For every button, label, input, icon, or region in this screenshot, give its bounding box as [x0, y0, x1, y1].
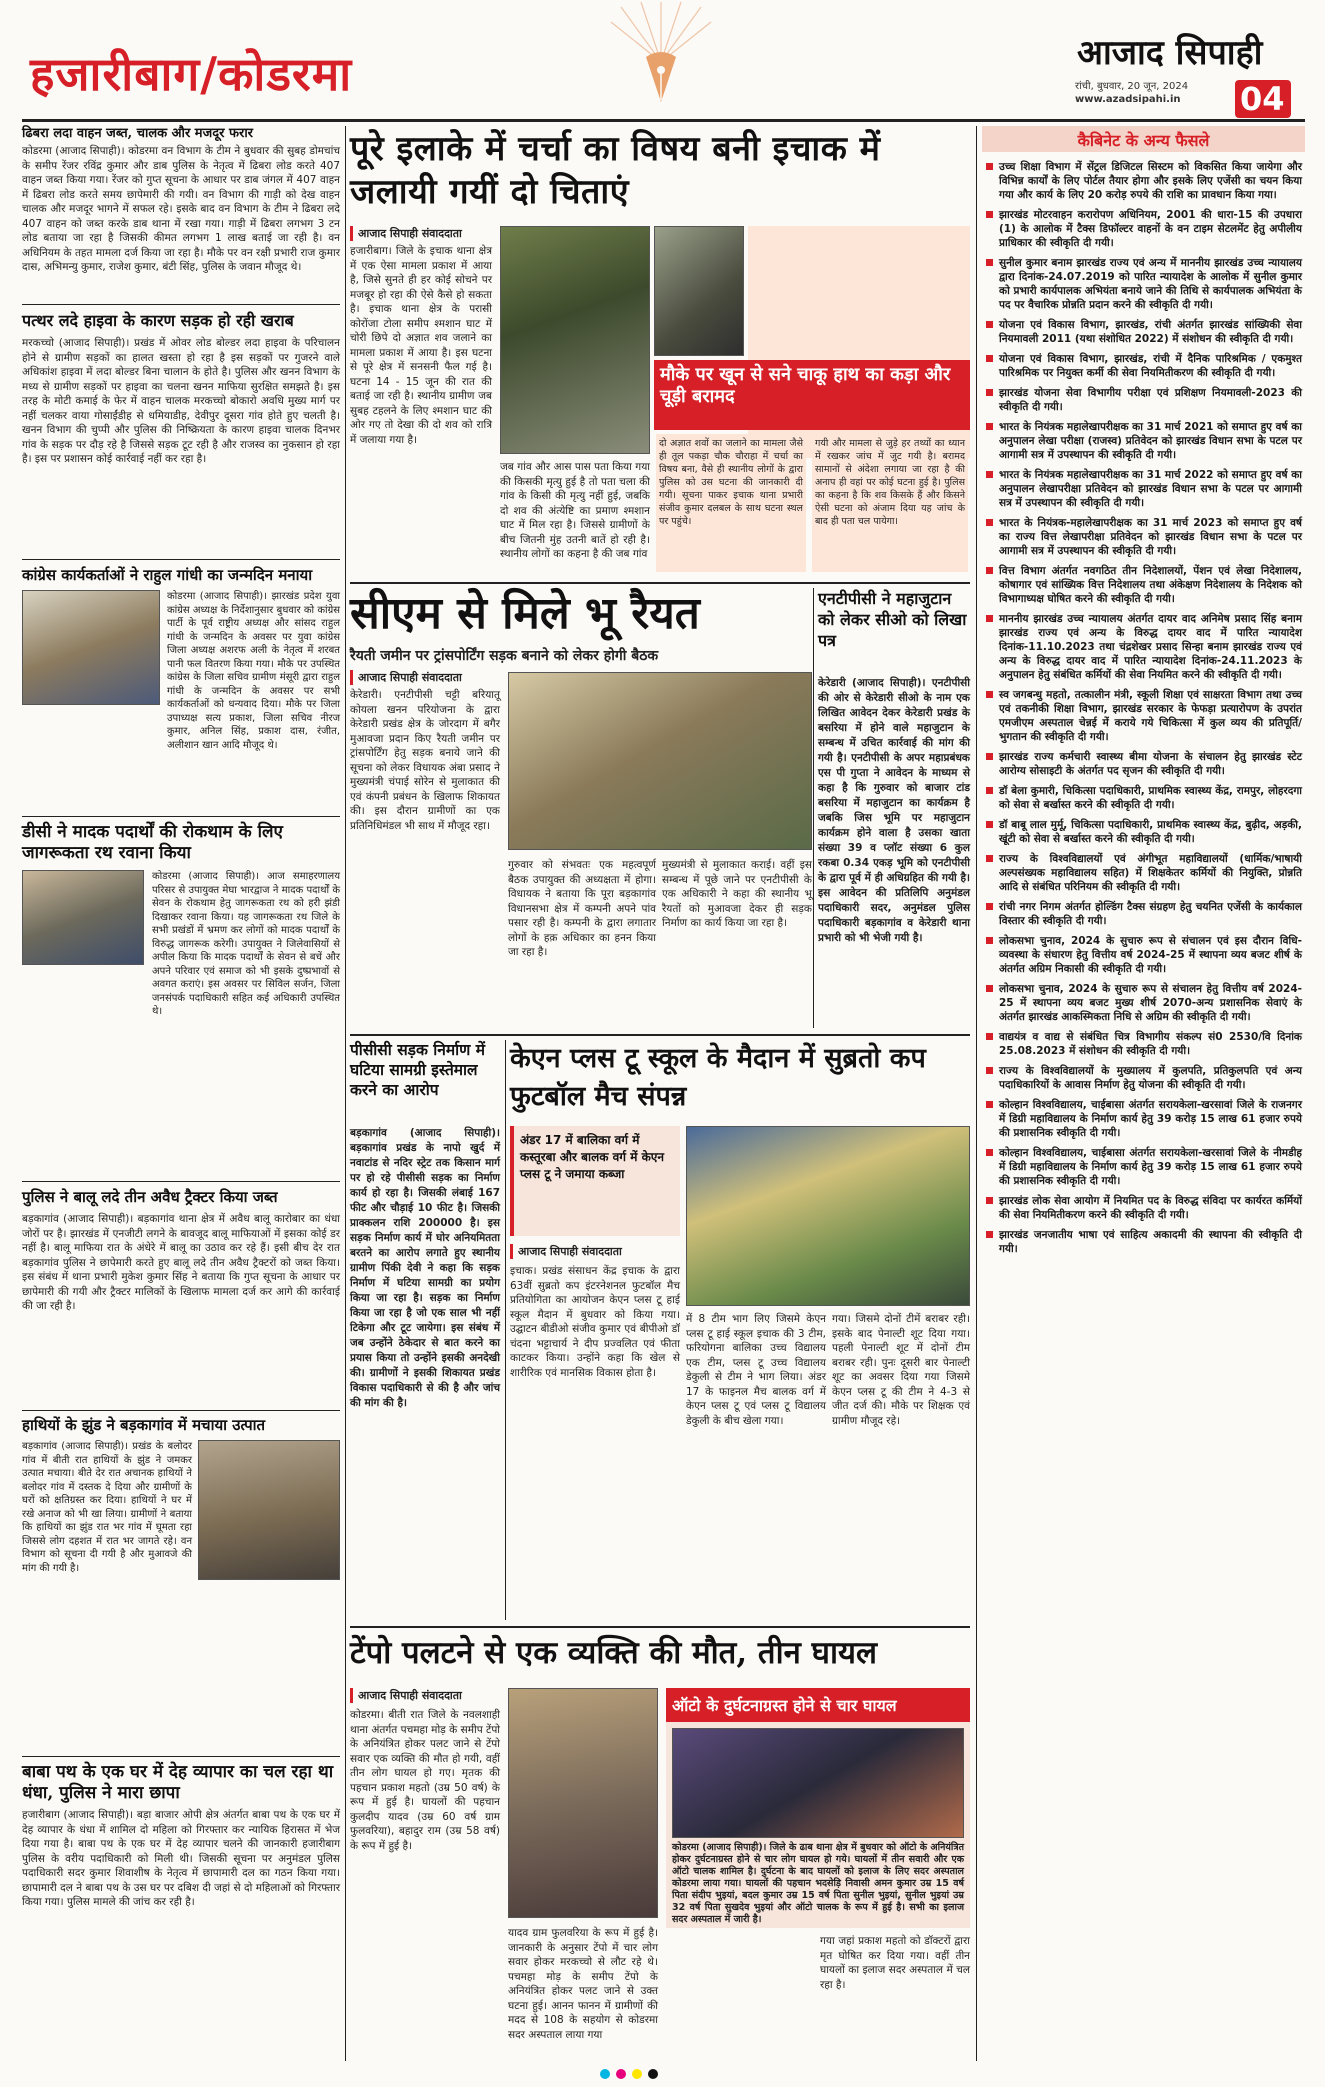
cm-byline: आजाद सिपाही संवाददाता — [350, 670, 462, 685]
football-byline: आजाद सिपाही संवाददाता — [510, 1244, 622, 1259]
cabinet-item-text: योजना एवं विकास विभाग, झारखंड, रांची में दैनिक पारिश्रमिक / एकमुश्त पारिश्रमिक पर नियुक्त कर्मी की सेवा नियमितीकरण की स्वीकृति दी गयी। — [999, 353, 1302, 379]
cm-story — [350, 588, 812, 1028]
cm-headline: सीएम से मिले भू रैयत — [350, 588, 700, 639]
bullet-square-icon — [986, 615, 993, 622]
cabinet-item-text: वित्त विभाग अंतर्गत नवगठित तीन निदेशालयों, पेंशन एवं लेखा निदेशालय, कोषागार एवं सांख्यिक वित्त निदेशालय तथा अंकेक्षण निदेशालय के निदेशक को विभागाध्यक्ष घोषित करने की स्वीकृति दी गयी। — [999, 565, 1302, 605]
article-head-6: हाथियों के झुंड ने बड़कागांव में मचाया उत्पात — [22, 1416, 266, 1434]
print-registration-marks — [600, 2069, 720, 2081]
section-title: हजारीबाग/कोडरमा — [30, 47, 353, 101]
article-head-2: पत्थर लदे हाइवा के कारण सड़क हो रही खराब — [22, 311, 294, 330]
cabinet-head: कैबिनेट के अन्य फैसले — [1077, 131, 1210, 150]
lead-headline: पूरे इलाके में चर्चा का विषय बनी इचाक में जलायी गयीं दो चिताएं — [350, 129, 881, 212]
divider — [22, 1181, 340, 1182]
cabinet-item — [986, 318, 1302, 346]
cabinet-item — [986, 256, 1302, 312]
column-rule — [976, 126, 977, 2061]
bullet-square-icon — [986, 211, 993, 218]
bullet-square-icon — [986, 821, 993, 828]
cabinet-item-text: डॉ बेला कुमारी, चिकित्सा पदाधिकारी, प्राथमिक स्वास्थ्य केंद्र, रामपुर, लोहरदगा को सेवा से बर्खास्त करने की स्वीकृति दी गयी। — [999, 785, 1302, 811]
cabinet-item — [986, 1146, 1302, 1188]
cabinet-item-text: लोकसभा चुनाव, 2024 के सुचारु रूप से संचालन एवं इस दौरान विधि-व्यवस्था के संधारण हेतु वित्तीय वर्ष 2024-25 में स्थापना व्यय बजट शीर्ष के अंतर्गत अग्रिम निकासी की स्वीकृति दी गयी। — [999, 935, 1302, 975]
divider — [350, 1034, 970, 1036]
bullet-square-icon — [986, 567, 993, 574]
article-head-1: ढिबरा लदा वाहन जब्त, चालक और मजदूर फरार — [22, 126, 253, 141]
cabinet-item — [986, 900, 1302, 928]
divider — [22, 1756, 340, 1757]
lead-sub-col-1: दो अज्ञात शवों का जलाने का मामला जैसे ही तूल पकड़ा चौक चौराहा में चर्चा का विषय बना, वैसे ही स्थानीय लोगों के द्वारा पुलिस को उस घटना की जानकारी दी गयी। सूचना पाकर इचाक थाना प्रभारी संजीव कुमार दलबल के साथ घटना स्थल पर पहुंचे। — [656, 434, 806, 572]
cm-col-2: गुरुवार को संभवतः एक महत्वपूर्ण बैठक उपायुक्त की अध्यक्षता में होगा। विधायक ने बताया कि पूरा बड़कागांव विधानसभा क्षेत्र में कम्पनी अपने पांव पसार रही है। कम्पनी के द्वारा लगातार लोगों के हक़ अधिकार का हनन किया जा रहा है। — [508, 859, 656, 958]
cabinet-item-text: झारखंड मोटरवाहन करारोपण अधिनियम, 2001 की धारा-15 की उपधारा (1) के आलोक में टैक्स डिफॉल्टर वाहनों के वन टाइम सेटलमेंट हेतु अपीलीय प्राधिकार की स्वीकृति दी गयी। — [999, 209, 1302, 249]
divider — [22, 1410, 340, 1411]
football-headline: केएन प्लस टू स्कूल के मैदान में सुब्रतो कप फुटबॉल मैच संपन्न — [510, 1043, 926, 1112]
tempo-col-3: गया जहां प्रकाश महतो को डॉक्टरों द्वारा मृत घोषित कर दिया गया। वहीं तीन घायलों का इलाज सदर अस्पताल में चल रहा है। — [820, 1935, 970, 1991]
bullet-square-icon — [986, 1149, 993, 1156]
cabinet-item-text: भारत के नियंत्रक महालेखापरीक्षक का 31 मार्च 2021 को समाप्त हुए वर्ष का अनुपालन लेखा परीक्षा (राजस्व) प्रतिवेदन को झारखंड विधान सभा के पटल पर आगामी सत्र में उपस्थापन की स्वीकृति दी गयी। — [999, 421, 1302, 461]
football-photo — [686, 1126, 970, 1306]
cm-photo — [508, 672, 812, 850]
cabinet-item-text: रांची नगर निगम अंतर्गत होल्डिंग टैक्स संग्रहण हेतु चयनित एजेंसी के कार्यकाल विस्तार की स्वीकृति दी गयी। — [999, 901, 1302, 927]
lead-sub-head: मौके पर खून से सने चाकू हाथ का कड़ा और चूड़ी बरामद — [660, 364, 951, 407]
cabinet-item-text: डॉ बाबू लाल मुर्मू, चिकित्सा पदाधिकारी, प्राथमिक स्वास्थ्य केंद्र, बुढ़ीद, अड़की, खूंटी को सेवा से बर्खास्त करने की स्वीकृति दी गयी। — [999, 819, 1302, 845]
cabinet-sidebar — [982, 126, 1305, 2061]
divider — [22, 304, 340, 305]
dc-photo — [22, 870, 144, 965]
article-body-6: बड़कागांव (आजाद सिपाही)। प्रखंड के बलोदर गांव में बीती रात हाथियों के झुंड ने जमकर उत्पात मचाया। बीते देर रात अचानक हाथियों ने बलोदर गांव में दस्तक दे दिया और ग्रामीणों के घरों को क्षतिग्रस्त कर दिया। हाथियों ने घर में रखे अनाज को भी खा लिया। ग्रामीणों ने बताया कि हाथियों का झुंड रात भर गांव में घूमता रहा जिससे लोग दहशत में रात भर जागते रहे। वन विभाग को सूचना दी गयी है और मुआवजे की मांग की गयी है। — [22, 1441, 192, 1574]
article-head-7: बाबा पथ के एक घर में देह व्यापार का चल रहा था धंधा, पुलिस ने मारा छापा — [22, 1762, 334, 1803]
magenta-mark — [616, 2069, 626, 2079]
football-story — [510, 1040, 970, 1620]
tempo-sub-head: ऑटो के दुर्घटनाग्रस्त होने से चार घायल — [672, 1696, 897, 1715]
article-body-2: मरकच्चो (आजाद सिपाही)। प्रखंड में ओवर लोड बोल्डर लदा हाइवा के परिचालन होने से ग्रामीण सड़कों का हालत खस्ता हो रहा है इस सड़कों पर गुजरने वाले अधिकांश हाइवा में लदा बोल्डर बिना चालान के होते है। पुलिस और खनन विभाग के मध्य से ग्रामीण सड़कों पर हाइवा का चलना खनन माफिया सुरक्षित समझते है। इस तरह के मोटी कमाई के फेर में वाहन चालक मरकच्चो बोकारो अवधि मुख्य मार्ग पर नहीं चलकर वाया गोसाईंडीह से धमियाडीह, देवीपुर दूसरा गांव होते हुए चलती है। खनन विभाग की चुप्पी और पुलिस की निष्क्रियता के कारण हाइवा चालक दिनभर गांव के सड़क पर दौड़ रहे है जिससे सड़क टूट रही है और राजस्व का नुकसान हो रहा है। इस पर प्रशासन कोई कार्रवाई नहीं कर रहा है। — [22, 337, 340, 465]
article-body-4: कोडरमा (आजाद सिपाही)। आज समाहरणालय परिसर से उपायुक्त मेघा भारद्वाज ने मादक पदार्थों के सेवन के रोकथाम हेतु जागरूकता रथ को हरी झंडी दिखाकर रवाना किया। यह जागरूकता रथ जिले के सभी प्रखंडों में भ्रमण कर लोगों को मादक पदार्थों के विरुद्ध जागरूक करेगी। उपायुक्त ने जिलेवासियों से अपील किया कि मादक पदार्थों के सेवन से बचें और अपने परिवार एवं समाज को भी इसके दुष्प्रभावों से अवगत कराएं। इस अवसर पर सिविल सर्जन, जिला जनसंपर्क पदाधिकारी सहित कई अधिकारी उपस्थित थे। — [152, 871, 340, 1017]
bullet-square-icon — [986, 855, 993, 862]
lead-col-2: जब गांव और आस पास पता किया गया की किसकी मृत्यु हुई है तो पता चला की गांव के किसी की मृत्यु नहीं हुई, जबकि दो शव की अंत्येष्टि का प्रमाण श्मशान घाट में मिल रहा है। जिससे ग्रामीणों के बीच जितनी मुंह उतनी बातें हो रही है। स्थानीय लोगों का कहना है की जब गांव — [500, 461, 650, 560]
article-body-3-cont — [22, 710, 340, 810]
article-head-3: कांग्रेस कार्यकर्ताओं ने राहुल गांधी का जन्मदिन मनाया — [22, 566, 313, 584]
masthead-rule — [22, 119, 1305, 122]
cabinet-item — [986, 160, 1302, 202]
bullet-square-icon — [986, 163, 993, 170]
cabinet-item-text: वाद्ययंत्र व वाद्य से संबंधित चित्र विभागीय संकल्प सं0 2530/वि दिनांक 25.08.2023 में संशोधन की स्वीकृति दी गयी। — [999, 1031, 1302, 1057]
cabinet-item — [986, 1098, 1302, 1140]
tempo-col-1: कोडरमा। बीती रात जिले के नवलशाही थाना अंतर्गत पचमहा मोड़ के समीप टेंपो के अनियंत्रित होकर पलट जाने से टेंपो सवार एक व्यक्ति की मौत हो गयी, वहीं तीन लोग घायल हो गए। मृतक की पहचान प्रकाश महतो (उम्र 50 वर्ष) के रूप में हुई है। घायलों की पहचान कुलदीप यादव (उम्र 60 वर्ष ग्राम फुलवरिया), बहादुर राम (उम्र 58 वर्ष) के रूप में हुई है। — [350, 1709, 500, 1852]
tempo-headline: टेंपो पलटने से एक व्यक्ति की मौत, तीन घायल — [350, 1635, 877, 1671]
cabinet-item — [986, 1228, 1302, 1256]
divider — [350, 1626, 970, 1628]
pcc-headline: पीसीसी सड़क निर्माण में घटिया सामग्री इस्तेमाल करने का आरोप — [350, 1040, 486, 1099]
yellow-mark — [632, 2069, 642, 2079]
pen-nib-icon — [606, 2, 716, 112]
bullet-square-icon — [986, 985, 993, 992]
cabinet-item-text: भारत के नियंत्रक महालेखापरीक्षक का 31 मार्च 2022 को समाप्त हुए वर्ष का अनुपालन लेखापरीक्षा प्रतिवेदन को झारखंड विधान सभा के पटल पर आगामी सत्र में उपस्थापन की स्वीकृति दी गयी। — [999, 469, 1302, 509]
elephant-photo — [198, 1440, 340, 1580]
bullet-square-icon — [986, 355, 993, 362]
lead-story — [350, 128, 970, 573]
bullet-square-icon — [986, 1101, 993, 1108]
column-rule — [505, 1040, 506, 1620]
cabinet-item — [986, 982, 1302, 1024]
cabinet-item — [986, 208, 1302, 250]
cabinet-item-text: लोकसभा चुनाव, 2024 के सुचारु रूप से संचालन हेतु वित्तीय वर्ष 2024-25 में स्थापना व्यय बजट मुख्य शीर्ष 2070-अन्य प्रशासनिक सेवाएं के अंतर्गत झारखंड आकस्मिकता निधि से अग्रिम की स्वीकृति दी गयी। — [999, 983, 1302, 1023]
cabinet-item — [986, 516, 1302, 558]
cabinet-item-text: झारखंड लोक सेवा आयोग में नियमित पद के विरुद्ध संविदा पर कार्यरत कर्मियों की सेवा नियमितीकरण करने की स्वीकृति दी गयी। — [999, 1195, 1302, 1221]
cabinet-item-text: भारत के नियंत्रक-महालेखापरीक्षक का 31 मार्च 2023 को समाप्त हुए वर्ष का राज्य वित्त लेखापरीक्षा प्रतिवेदन को झारखंड विधान सभा के पटल पर आगामी सत्र में उपस्थापन की स्वीकृति दी गयी। — [999, 517, 1302, 557]
bullet-square-icon — [986, 1231, 993, 1238]
divider — [350, 582, 970, 584]
cabinet-item-text: राज्य के विश्वविद्यालयों के मुख्यालय में कुलपति, प्रतिकुलपति एवं अन्य पदाधिकारियों के आवास निर्माण हेतु योजना की स्वीकृति दी गयी। — [999, 1065, 1302, 1091]
cm-subhead: रैयती जमीन पर ट्रांसपोर्टिंग सड़क बनाने को लेकर होगी बैठक — [350, 648, 659, 664]
cabinet-item — [986, 784, 1302, 812]
bullet-square-icon — [986, 753, 993, 760]
lead-col-1: हजारीबाग। जिले के इचाक थाना क्षेत्र में एक ऐसा मामला प्रकाश में आया है, जिसे सुनते ही हर कोई सोचने पर मजबूर हो रहा की ऐसे कैसे हो सकता है। इचाक थाना क्षेत्र के परासी कोरोंजा टोला समीप श्मशान घाट में चोरी छिपे दो अज्ञात शव जलाने का मामला प्रकाश में आया है। इस घटना से पूरे क्षेत्र में सनसनी फैल गई है। घटना 14 - 15 जून की रात की बताई जा रही है। स्थानीय ग्रामीण जब सुबह टहलने के लिए श्मशान घाट की ओर गए तो देखा की दो शव को रात्रि में जलाया गया है। — [350, 245, 492, 446]
cabinet-item-text: स्व जगबन्धु महतो, तत्कालीन मंत्री, स्कूली शिक्षा एवं साक्षरता विभाग तथा उच्च एवं तकनीकी शिक्षा विभाग, झारखंड सरकार के फेफड़ा प्रत्यारोपण के उपरांत एमजीएम अस्पताल चेन्नई में कराये गये चिकित्सा में कुल व्यय की प्रतिपूर्ति/भुगतान की स्वीकृति दी गयी। — [999, 689, 1302, 743]
ntpc-headline: एनटीपीसी ने महाजुटान को लेकर सीओ को लिखा पत्र — [818, 589, 967, 650]
bullet-square-icon — [986, 1197, 993, 1204]
cabinet-item — [986, 750, 1302, 778]
cabinet-item — [986, 386, 1302, 414]
lead-photo-2 — [654, 226, 744, 356]
cabinet-item — [986, 852, 1302, 894]
football-col-3: गया। जिसमे दोनों टीमें बराबर रही। इसके बाद पेनाल्टी शूट दिया गया। पहली पेनाल्टी शूट में दोनों टीम बराबर रही। पुनः दूसरी बार पेनाल्टी शूट का अवसर दिया गया जिसमे केएन प्लस टू की टीम ने 4-3 से जीत दर्ज की। मौके पर शिक्षक एवं ग्रामीण मौजूद रहे। — [832, 1313, 970, 1427]
cabinet-item — [986, 1030, 1302, 1058]
lead-photo-1 — [500, 226, 650, 454]
bullet-square-icon — [986, 321, 993, 328]
cm-col-1: केरेडारी। एनटीपीसी चट्टी बरियातू कोयला खनन परियोजना के द्वारा केरेडारी प्रखंड क्षेत्र के जोरदाग में बगैर मुआवजा प्रदान किए रैयती जमीन पर ट्रांसपोर्टिंग हेतु सड़क बनाये जाने की सूचना को लेकर विधायक अंबा प्रसाद ने मुख्यमंत्री चंपाई सोरेन से मुलाकात की एवं कंपनी प्रबंधन के खिलाफ शिकायत की। इस दौरान ग्रामीणों का एक प्रतिनिधिमंडल भी साथ में मौजूद रहा। — [350, 689, 500, 832]
cabinet-item-text: झारखंड राज्य कर्मचारी स्वास्थ्य बीमा योजना के संचालन हेतु झारखंड स्टेट आरोग्य सोसाइटी के अंतर्गत पद सृजन की स्वीकृति दी गयी। — [999, 751, 1302, 777]
football-quote: अंडर 17 में बालिका वर्ग में कस्तूरबा और बालक वर्ग में केएन प्लस टू ने जमाया कब्जा — [520, 1133, 665, 1181]
cabinet-item-text: राज्य के विश्वविद्यालयों एवं अंगीभूत महाविद्यालयों (धार्मिक/भाषायी अल्पसंख्यक महाविद्यालय सहित) में शिक्षकेतर कर्मियों की नियुक्ति, प्रोन्नति आदि से संबंधित परिनियम की स्वीकृति दी गयी। — [999, 853, 1302, 893]
cabinet-item-text: कोल्हान विश्वविद्यालय, चाईबासा अंतर्गत सरायकेला-खरसावां जिले के राजनगर में डिग्री महाविद्यालय के निर्माण कार्य हेतु 39 करोड़ 15 लाख 61 हजार रुपये की प्रशासनिक स्वीकृति दी गयी। — [999, 1099, 1302, 1139]
pcc-story — [350, 1040, 500, 1620]
cabinet-item — [986, 818, 1302, 846]
tempo-story — [350, 1632, 970, 2062]
cabinet-item-text: योजना एवं विकास विभाग, झारखंड, रांची अंतर्गत झारखंड सांख्यिकी सेवा नियमावली 2011 (यथा संशोधित 2022) में संशोधन की स्वीकृति दी गयी। — [999, 319, 1302, 345]
masthead — [0, 0, 1325, 122]
tempo-sub-body: कोडरमा (आजाद सिपाही)। जिले के ढाब थाना क्षेत्र में बुधवार को ऑटो के अनियंत्रित होकर दुर्घटनाग्रस्त होने से चार लोग घायल हो गये। घायलों में तीन सवारी और एक ऑटो चालक शामिल है। दुर्घटना के बाद घायलों को इलाज के लिए सदर अस्पताल कोडरमा लाया गया। घायलों की पहचान भदसेड़ि निवासी अमन कुमार उम्र 15 वर्ष पिता संदीप भुइयां, बदल कुमार उम्र 15 वर्ष पिता सुनील भुइयां, सुनील भुइयां उम्र 32 वर्ष पिता सुखदेव भुइयां और ऑटो चालक के रूप में हुई है। सभी का इलाज सदर अस्पताल में जारी है। — [672, 1842, 964, 1925]
dateline: रांची, बुधवार, 20 जून, 2024 — [1075, 81, 1189, 92]
cabinet-list — [986, 160, 1302, 2055]
tempo-col-2: यादव ग्राम फुलवरिया के रूप में हुई है। जानकारी के अनुसार टेंपो में चार लोग सवार होकर मरकच्चो से लौट रहे थे। पचमहा मोड़ के समीप टेंपो के अनियंत्रित होकर पलट जाने से उक्त घटना हुई। आनन फानन में ग्रामीणों की मदद से 108 के सहयोग से कोडरमा सदर अस्पताल लाया गया — [508, 1927, 658, 2041]
cyan-mark — [600, 2069, 610, 2079]
tempo-photo — [508, 1688, 658, 1918]
article-head-4: डीसी ने मादक पदार्थों की रोकथाम के लिए जागरूकता रथ रवाना किया — [22, 822, 283, 863]
cm-col-3: मुख्यमंत्री से मुलाकात कराई। वहीं इस सम्बन्ध में पूछे जाने पर एनटीपीसी के एक अधिकारी ने कहा की स्थानीय भू रैयतों को मुआवजा देकर ही सड़क निर्माण का कार्य किया जा रहा है। — [662, 859, 812, 929]
bullet-square-icon — [986, 691, 993, 698]
divider — [813, 588, 814, 1028]
website: www.azadsipahi.in — [1075, 94, 1181, 105]
black-mark — [648, 2069, 658, 2079]
cabinet-item — [986, 934, 1302, 976]
bullet-square-icon — [986, 937, 993, 944]
article-body-7: हजारीबाग (आजाद सिपाही)। बड़ा बाजार ओपी क्षेत्र अंतर्गत बाबा पथ के एक घर में देह व्यापार के धंधा में शामिल दो महिला को गिरफ्तार कर न्यायिक हिरासत में भेज दिया गया है। बाबा पथ के एक घर में देह व्यापार चलने की जानकारी हजारीबाग पुलिस के वरीय पदाधिकारी को मिली थी। जिसकी सूचना पर अनुमंडल पुलिस पदाधिकारी सदर कुमार शिवाशीष के नेतृत्व में छापामारी दल का गठन किया गया। छापामारी दल ने बाबा पथ के उस घर पर दबिश दी जहां से दो महिलाओं को गिरफ्तार किया गया। पुलिस मामले की जांच कर रही है। — [22, 1809, 340, 1908]
lead-byline: आजाद सिपाही संवाददाता — [350, 226, 462, 241]
cabinet-item — [986, 1194, 1302, 1222]
cabinet-item-text: झारखंड जनजातीय भाषा एवं साहित्य अकादमी की स्थापना की स्वीकृति दी गयी। — [999, 1229, 1302, 1255]
bullet-square-icon — [986, 519, 993, 526]
paper-name: आजाद सिपाही — [1077, 33, 1263, 73]
divider — [22, 816, 340, 817]
article-head-5: पुलिस ने बालू लदे तीन अवैध ट्रैक्टर किया जब्त — [22, 1188, 278, 1206]
lead-sub-col-2: गयी और मामला से जुड़े हर तथ्यों का ध्यान में रखकर जांच में जुट गयी है। बरामद सामानों से अंदेशा लगाया जा रहा है की अनाप ही वहां पर कोई घटना हुई है। पुलिस का कहना है कि शव किसके हैं और किसने ऐसी घटना को अंजाम दिया यह जांच के बाद ही पता चल पायेगा। — [812, 434, 968, 572]
cabinet-item-text: उच्च शिक्षा विभाग में सेंट्रल डिजिटल सिस्टम को विकसित किया जायेगा और विभिन्न कार्यों के लिए पोर्टल तैयार होगा और इसके लिए एजेंसी का चयन किया गया और कार्य के लिए 20 करोड़ रुपये की राशि का प्रावधान किया गया। — [999, 161, 1302, 201]
tempo-byline: आजाद सिपाही संवाददाता — [350, 1688, 462, 1703]
bullet-square-icon — [986, 903, 993, 910]
cabinet-item-text: माननीय झारखंड उच्च न्यायालय अंतर्गत दायर वाद अनिमेष प्रसाद सिंह बनाम झारखंड राज्य एवं अन्य के विरुद्ध दायर वाद में पारित न्यायादेश दिनांक-11.10.2023 तथा चंद्रशेखर प्रसाद सिन्हा बनाम झारखंड राज्य एवं अन्य के विरुद्ध दायर वाद में पारित न्यायादेश दिनांक-24.11.2023 के अनुपालन हेतु संबंधित कर्मियों की सेवा नियमित करने की स्वीकृति दी गयी। — [999, 613, 1302, 681]
article-body-3: कोडरमा (आजाद सिपाही)। झारखंड प्रदेश युवा कांग्रेस अध्यक्ष के निर्देशानुसार बुधवार को कांग्रेस पार्टी के पूर्व राष्ट्रीय अध्यक्ष और सांसद राहुल गांधी के जन्मदिन के अवसर पर युवा कांग्रेस जिला अध्यक्ष अशरफ अली के नेतृत्व में शरबत पानी फल वितरण किया गया। मौके पर उपस्थित कांग्रेस के जिला सचिव ग्रामीण मंसूरी द्वारा राहुल गांधी के जन्मदिन के अवसर पर सभी कार्यकर्ताओं को धन्यवाद दिया। मौके पर जिला उपाध्यक्ष सत्य प्रकाश, जिला सचिव नीरज कुमार, अनिल सिंह, प्रकाश दास, रंजीत, अलीशान खान आदि मौजूद थे। — [167, 591, 340, 751]
column-rule — [345, 126, 346, 2061]
cabinet-item — [986, 468, 1302, 510]
left-column — [22, 126, 340, 2061]
bullet-square-icon — [986, 787, 993, 794]
bullet-square-icon — [986, 423, 993, 430]
cabinet-item — [986, 564, 1302, 606]
cabinet-item — [986, 688, 1302, 744]
cabinet-item — [986, 612, 1302, 682]
football-col-1: इचाक। प्रखंड संसाधन केंद्र इचाक के द्वारा 63वीं सुब्रतो कप इंटरनेशनल फुटबॉल मैच प्रतियोगिता का आयोजन केएन प्लस टू हाई स्कूल मैदान में बुधवार को किया गया। उद्घाटन बीडीओ संजीव कुमार एवं बीपीओ डॉ चंदना भट्टाचार्य ने दीप प्रज्वलित एवं फीता काटकर किया। उन्होंने कहा कि खेल से शारीरिक एवं मानसिक विकास होता है। — [510, 1265, 680, 1379]
page-number-text: 04 — [1240, 80, 1285, 118]
bullet-square-icon — [986, 389, 993, 396]
bullet-square-icon — [986, 1067, 993, 1074]
congress-photo — [22, 590, 160, 705]
cabinet-item — [986, 420, 1302, 462]
bullet-square-icon — [986, 259, 993, 266]
bullet-square-icon — [986, 471, 993, 478]
cabinet-item — [986, 1064, 1302, 1092]
cabinet-item-text: कोल्हान विश्वविद्यालय, चाईबासा अंतर्गत सरायकेला-खरसावां जिले के नीमडीह में डिग्री महाविद्यालय के निर्माण कार्य हेतु 39 करोड़ 15 लाख 61 हजार रुपये की प्रशासनिक स्वीकृति दी गयी। — [999, 1147, 1302, 1187]
football-col-2: में 8 टीम भाग लिए जिसमे केएन प्लस टू हाई स्कूल इचाक की 3 टीम, फरियोगना बालिका उच्च विद्यालय एक टीम, प्लस टू उच्च विद्यालय डेकुली से टीम ने भाग लिया। अंडर 17 के फाइनल मैच बालक वर्ग में केएन प्लस टू एवं प्लस टू विद्यालय डेकुली के बीच खेला गया। — [686, 1313, 826, 1427]
cabinet-item-text: झारखंड योजना सेवा विभागीय परीक्षा एवं प्रशिक्षण नियमावली-2023 की स्वीकृति दी गयी। — [999, 387, 1302, 413]
cabinet-item — [986, 352, 1302, 380]
article-body-5: बड़कागांव (आजाद सिपाही)। बड़कागांव थाना क्षेत्र में अवैध बालू कारोबार का धंधा जोरों पर है। झारखंड में एनजीटी लगने के बावजूद बालू माफियाओं में इसका कोई डर नहीं है। बालू माफिया रात के अंधेरे में बालू का उठाव कर रहे हैं। इसी बीच देर रात बड़कागांव पुलिस ने छापेमारी करते हुए बालू लदे तीन अवैध ट्रैक्टरों को जब्त किया। इस संबंध में थाना प्रभारी मुकेश कुमार सिंह ने बताया कि गुप्त सूचना के आधार पर छापेमारी की गयी और ट्रैक्टर मालिकों के खिलाफ मामला दर्ज कर आगे की कार्रवाई की जा रही है। — [22, 1213, 340, 1312]
bullet-square-icon — [986, 1033, 993, 1040]
ntpc-body: केरेडारी (आजाद सिपाही)। एनटीपीसी की ओर से केरेडारी सीओ के नाम एक लिखित आवेदन देकर केरेडारी प्रखंड के बसरिया में होने वाले महाजुटान के सम्बन्ध में उचित कार्रवाई की मांग की गयी है। एनटीपीसी के अपर महाप्रबंधक एस पी गुप्ता ने आवेदन के माध्यम से कहा है कि गुरुवार को बाजार टांड बसरिया में महाजुटान का कार्यक्रम है जबकि जिस भूमि पर महाजुटान कार्यक्रम होने वाला है उसका खाता संख्या 39 व प्लॉट संख्या 6 कुल रकबा 0.34 एकड़ भूमि को एनटीपीसी के द्वारा पूर्व में ही अधिग्रहित की गयी है। इस आवेदन की प्रतिलिपि अनुमंडल पदाधिकारी सदर, अनुमंडल पुलिस पदाधिकारी बड़कागांव व केरेडारी थाना प्रभारी को भी भेजी गयी है। — [818, 677, 970, 944]
cabinet-item-text: सुनील कुमार बनाम झारखंड राज्य एवं अन्य में माननीय झारखंड उच्च न्यायालय द्वारा दिनांक-24.07.2019 को पारित न्यायादेश के आलोक में सुनील कुमार को प्रभारी कार्यपालक अभियंता बनाये जाने की तिथि से कार्यपालक अभियंता के पद पर वैचारिक प्रोन्नति प्रदान करने की स्वीकृति दी गयी। — [999, 257, 1302, 311]
article-body-1: कोडरमा (आजाद सिपाही)। कोडरमा वन विभाग के टीम ने बुधवार की सुबह डोमचांच के समीप रेंजर रविंद्र कुमार और डाब पुलिस के नेतृत्व में ढिबरा लोड करते 407 वाहन जब्त किया गया। रेंजर को गुप्त सूचना के आधार पर डाब जंगल में 407 वाहन में ढिबरा लोड करते समय छापेमारी की गयी। वन विभाग की गाड़ी को देख वाहन चालक और मजदूर भागने में सफल रहे। इसके बाद वन विभाग के टीम ने ढिबरा लदे 407 वाहन को जब्त करके डाब थाना में रखा गया। गाड़ी में ढिबरा लगभग 3 टन लोड बताया जा रहा है जिसकी कीमत लगभग 1 लाख बताई जा रही है। वन अधिनियम के तहत मामला दर्ज किया जा रहा है। मौके पर वन रक्षी प्रभारी राज कुमार दास, अभिमन्यु कुमार, राजेश कुमार, बंटी सिंह, पुलिस के जवान मौजूद थे। — [22, 145, 340, 273]
pcc-body: बड़कागांव (आजाद सिपाही)। बड़कागांव प्रखंड के नापो खुर्द में नवाटांड से नदिर स्ट्रेट तक किसान मार्ग पर हो रहे पीसीसी सड़क का निर्माण कार्य हो रहा है। जिसकी लंबाई 167 फीट और चौड़ाई 10 फीट है। जिसकी प्राक्कलन राशि 200000 है। इस सड़क निर्माण कार्य में घोर अनियमितता बरतने का आरोप लगाते हुए स्थानीय ग्रामीण पिंकी देवी ने कहा कि सड़क निर्माण में घटिया सामग्री का प्रयोग किया जा रहा है। सड़क का निर्माण किया जा रहा है जो एक साल भी नहीं टिकेगा और टूट जायेगा। इस संबंध में जब उन्होंने ठेकेदार से बात करने का प्रयास किया तो उन्होंने इसकी अनदेखी की। ग्रामीणों ने इसकी शिकायत प्रखंड विकास पदाधिकारी से की है और जांच की मांग की है। — [350, 1127, 500, 1409]
ntpc-story — [818, 588, 970, 1028]
tempo-sub-photo — [672, 1728, 964, 1838]
divider — [22, 559, 340, 560]
